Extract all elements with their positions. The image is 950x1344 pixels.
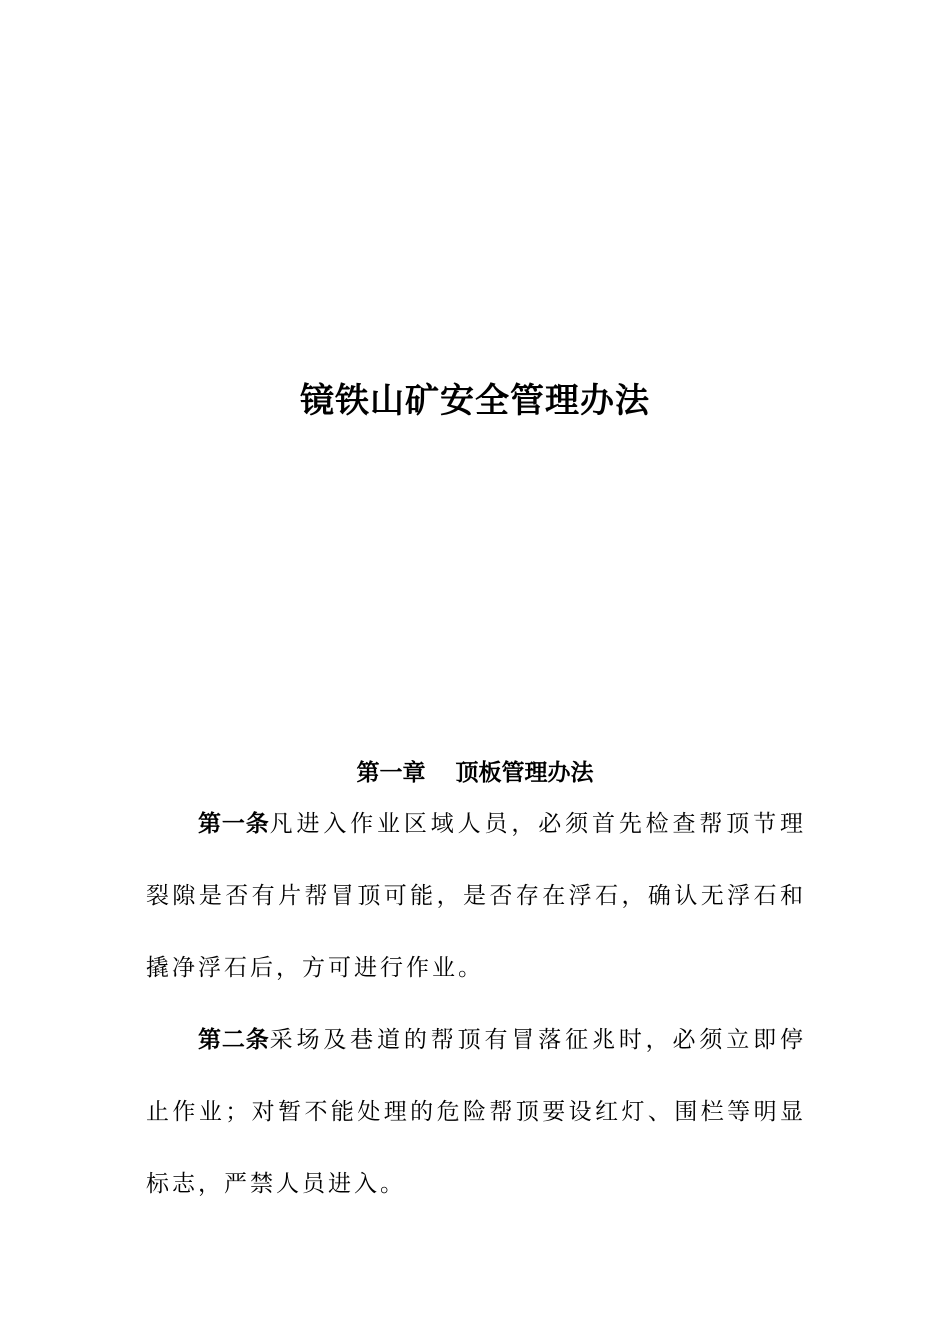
article-1: [146, 788, 806, 1004]
document-title: 镜铁山矿安全管理办法: [300, 381, 650, 421]
article-1-label: 第一条: [198, 810, 270, 837]
chapter-title: 顶板管理办法: [455, 759, 594, 786]
article-2-label: 第二条: [198, 1026, 270, 1053]
article-2: [146, 1004, 806, 1220]
article-1-text: 凡进入作业区域人员，必须首先检查帮顶节理裂隙是否有片帮冒顶可能，是否存在浮石，确认无浮石和撬净浮石后，方可进行作业。: [146, 811, 807, 981]
article-2-text: 采场及巷道的帮顶有冒落征兆时，必须立即停止作业；对暂不能处理的危险帮顶要设红灯、围栏等明显标志，严禁人员进入。: [146, 1027, 807, 1197]
chapter-heading: [0, 756, 950, 790]
chapter-number: 第一章: [356, 759, 426, 786]
